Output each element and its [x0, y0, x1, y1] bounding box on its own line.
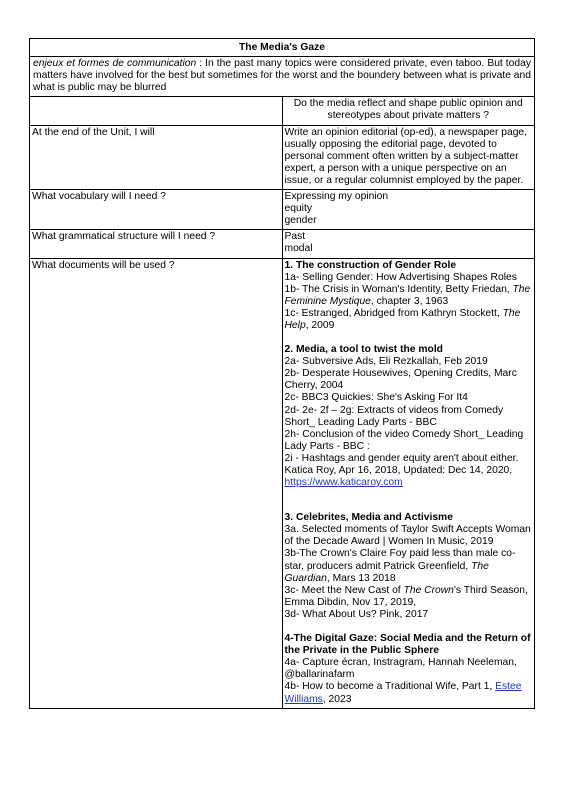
document-item-3a: 3a. Selected moments of Taylor Swift Accepts Woman of the Decade Award | Women In Music, 2019 — [284, 524, 531, 548]
grammar-list — [282, 230, 535, 258]
estee-williams-link[interactable]: Estee Williams — [284, 681, 522, 705]
grammar-label: What grammatical structure will I need ? — [30, 230, 283, 258]
document-item-2c: 2c- BBC3 Quickies: She's Asking For It4 — [284, 392, 468, 404]
document-item-1c-text: 1c- Estranged, Abridged from Kathryn Stockett, — [284, 307, 503, 319]
section-1-title: 1. The construction of Gender Role — [284, 259, 457, 271]
document-item-3b — [285, 548, 533, 584]
document-item-1c-end: , 2009 — [305, 319, 335, 331]
intro-text: : In the past many topics were considered private, even taboo. But today matters have involved for the best but sometimes for the worst and the boundery between what is private and what is public may be blurred — [33, 58, 531, 94]
document-item-2i-text: 2i - Hashtags and gender equity aren't about either. Katica Roy, Apr 16, 2018, Updated: Dec 14, 2020, — [284, 452, 519, 476]
vocabulary-item: equity — [284, 203, 312, 215]
document-item-4b — [285, 681, 533, 705]
document-item-2d: 2d- 2e- 2f – 2g: Extracts of videos from Comedy Short_ Leading Lady Parts - BBC — [284, 404, 504, 428]
vocabulary-row — [30, 190, 535, 230]
vocabulary-item: gender — [284, 215, 317, 227]
unit-plan-sheet — [29, 38, 535, 709]
document-item-2b: 2b- Desperate Housewives, Opening Credits, Marc Cherry, 2004 — [284, 368, 517, 392]
intro-row — [30, 57, 535, 97]
document-item-1b-book: The Feminine Mystique — [284, 283, 531, 307]
documents-row — [30, 258, 535, 708]
title-row — [30, 39, 535, 57]
document-item-3c — [285, 585, 533, 609]
document-item-3b-end: , Mars 13 2018 — [326, 572, 396, 584]
end-unit-row — [30, 125, 535, 189]
end-unit-label: At the end of the Unit, I will — [30, 125, 283, 189]
document-item-3b-paper: The Guardian — [284, 560, 489, 584]
section-3-title: 3. Celebrites, Media and Activisme — [284, 512, 453, 524]
document-item-2i — [285, 453, 533, 489]
intro-cell — [30, 57, 535, 97]
question-row — [30, 97, 535, 125]
spacer — [285, 332, 533, 344]
document-item-4b-text: 4b- How to become a Traditional Wife, Part 1, — [284, 681, 496, 693]
unit-plan-table — [29, 38, 535, 709]
section-2-title: 2. Media, a tool to twist the mold — [284, 344, 443, 356]
document-item-4b-end: , 2023 — [322, 693, 352, 705]
section-4-title: 4-The Digital Gaze: Social Media and the Return of the Private in the Public Sphere — [284, 633, 531, 657]
document-item-2h: 2h- Conclusion of the video Comedy Short_ Leading Lady Parts - BBC : — [284, 428, 524, 452]
grammar-row — [30, 230, 535, 258]
katicaroy-link[interactable]: https://www.katicaroy.com — [284, 477, 403, 489]
vocabulary-list — [282, 190, 535, 230]
document-item-1c-book: The Help — [284, 307, 521, 331]
vocabulary-item: Expressing my opinion — [284, 191, 389, 203]
grammar-item: Past — [284, 231, 306, 243]
grammar-item: modal — [284, 243, 313, 255]
document-item-3c-text: 3c- Meet the New Cast of — [284, 584, 404, 596]
question-empty-cell — [30, 97, 283, 125]
document-item-1b-end: , chapter 3, 1963 — [370, 295, 449, 307]
document-item-3c-show: The Crown — [403, 584, 454, 596]
document-item-1b — [285, 284, 533, 308]
end-unit-text: Write an opinion editorial (op-ed), a newspaper page, usually opposing the editorial page, devoted to personal comment often written by a subject-matter expert, a person with a unique perspective on an issue, or a regular columnist employed by the paper. — [282, 125, 535, 189]
spacer — [285, 489, 533, 512]
page-title: The Media's Gaze — [30, 39, 535, 57]
document-item-1a: 1a- Selling Gender: How Advertising Shapes Roles — [284, 271, 517, 283]
document-item-4a: 4a- Capture écran, Instragram, Hannah Neeleman, @ballarinafarm — [284, 657, 517, 681]
documents-list — [282, 258, 535, 708]
documents-label: What documents will be used ? — [30, 258, 283, 708]
document-item-1c — [285, 308, 533, 332]
vocabulary-label: What vocabulary will I need ? — [30, 190, 283, 230]
document-item-1b-text: 1b- The Crisis in Woman's Identity, Betty Friedan, — [284, 283, 513, 295]
document-item-2a: 2a- Subversive Ads, Eli Rezkallah, Feb 2019 — [284, 356, 488, 368]
spacer — [285, 621, 533, 633]
intro-lead: enjeux et formes de communication — [33, 58, 197, 70]
document-item-3b-text: 3b-The Crown's Claire Foy paid less than male co-star, producers admit Patrick Greenfield, — [284, 548, 516, 572]
problematic-question: Do the media reflect and shape public opinion and stereotypes about private matters ? — [282, 97, 535, 125]
document-item-3d: 3d- What About Us? Pink, 2017 — [284, 608, 429, 620]
document-item-3c-end: 's Third Season, Emma Dibdin, Nov 17, 2019, — [284, 584, 528, 608]
